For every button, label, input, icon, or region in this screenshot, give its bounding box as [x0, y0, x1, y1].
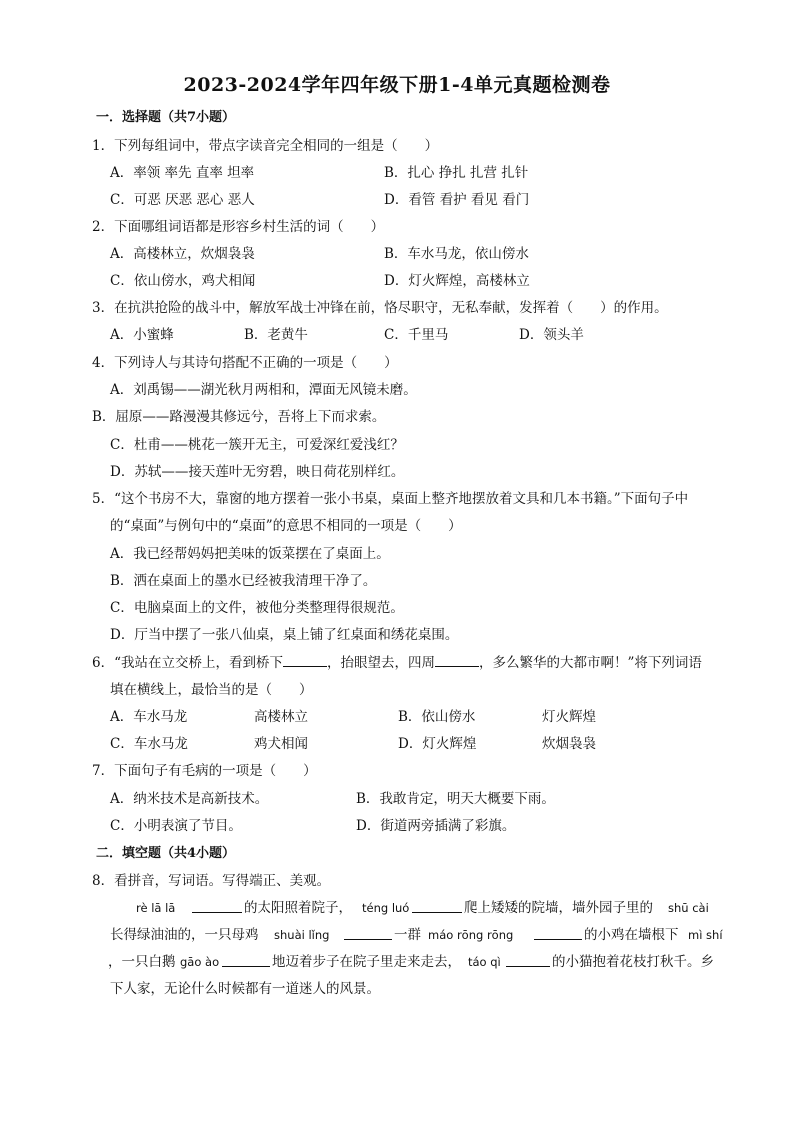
question-6-option-c-1: C．车水马龙	[110, 736, 188, 752]
passage-text: ，一只白鹅	[108, 954, 176, 970]
question-4-stem: 4．下列诗人与其诗句搭配不正确的一项是（ ）	[92, 355, 398, 371]
question-6-option-d-1: D．灯火辉煌	[398, 736, 477, 752]
answer-blank[interactable]	[344, 926, 392, 940]
question-1-stem: 1．下列每组词中，带点字读音完全相同的一组是（ ）	[92, 138, 439, 154]
passage-text: 的小鸡在墙根下	[584, 927, 679, 943]
question-6-option-b-1: B．依山傍水	[398, 709, 476, 725]
pinyin-hint: téng luó	[362, 901, 410, 915]
question-7-option-d: D．街道两旁插满了彩旗。	[356, 818, 516, 834]
pinyin-hint: shuài lǐng	[274, 928, 330, 942]
question-5-option-b: B．洒在桌面上的墨水已经被我清理干净了。	[110, 573, 377, 589]
answer-blank[interactable]	[192, 899, 242, 913]
question-6-option-a-1: A．车水马龙	[110, 709, 188, 725]
question-3-option-a: A．小蜜蜂	[110, 327, 174, 343]
passage-text: 长得绿油油的，一只母鸡	[110, 927, 259, 943]
pinyin-hint: táo qì	[468, 955, 501, 969]
question-6-stem-part-3: ，多么繁华的大都市啊！”将下列词语	[479, 655, 702, 671]
question-7-stem: 7．下面句子有毛病的一项是（ ）	[92, 763, 317, 779]
question-4-option-c: C．杜甫——桃花一簇开无主，可爱深红爱浅红？	[110, 437, 404, 453]
question-4-option-b: B．屈原——路漫漫其修远兮，吾将上下而求索。	[92, 409, 386, 425]
pinyin-hint: máo rōng rōng	[428, 928, 514, 942]
pinyin-hint: gāo ào	[180, 955, 220, 969]
question-1-option-a: A．率领 率先 直率 坦率	[110, 165, 255, 181]
question-3-option-b: B．老黄牛	[244, 327, 308, 343]
question-8-line-4: 下人家，无论什么时候都有一道迷人的风景。	[110, 981, 380, 997]
question-7-option-c: C．小明表演了节目。	[110, 818, 242, 834]
passage-text: 的太阳照着院子，	[244, 900, 352, 916]
answer-blank[interactable]	[412, 899, 462, 913]
question-2-stem: 2．下面哪组词语都是形容乡村生活的词（ ）	[92, 219, 385, 235]
answer-blank[interactable]	[222, 953, 270, 967]
question-3-option-d: D．领头羊	[519, 327, 584, 343]
question-5-option-c: C．电脑桌面上的文件，被他分类整理得很规范。	[110, 600, 404, 616]
question-5-option-a: A．我已经帮妈妈把美味的饭菜摆在了桌面上。	[110, 546, 390, 562]
question-1-option-d: D．看管 看护 看见 看门	[384, 192, 530, 208]
question-2-option-c: C．依山傍水，鸡犬相闻	[110, 273, 256, 289]
question-2-option-a: A．高楼林立，炊烟袅袅	[110, 246, 255, 262]
answer-blank[interactable]	[534, 926, 582, 940]
question-6-stem-line-1	[92, 653, 702, 672]
passage-text: 的小猫抱着花枝打秋千。乡	[552, 954, 714, 970]
question-6-option-c-2: 鸡犬相闻	[254, 736, 308, 752]
question-1-option-b: B．扎心 挣扎 扎营 扎针	[384, 165, 529, 181]
pinyin-hint: shū cài	[668, 901, 709, 915]
question-6-option-d-2: 炊烟袅袅	[542, 736, 596, 752]
question-6-option-b-2: 灯火辉煌	[542, 709, 596, 725]
question-5-option-d: D．厅当中摆了一张八仙桌，桌上铺了红桌面和绣花桌围。	[110, 627, 459, 643]
question-1-option-c: C．可恶 厌恶 恶心 恶人	[110, 192, 255, 208]
pinyin-hint: mì shí	[688, 928, 723, 942]
question-7-option-b: B．我敢肯定，明天大概要下雨。	[356, 791, 555, 807]
question-5-stem-line-1: 5．“这个书房不大，靠窗的地方摆着一张小书桌，桌面上整齐地摆放着文具和几本书籍。”下面句子中	[92, 491, 689, 507]
question-3-option-c: C．千里马	[384, 327, 449, 343]
question-4-option-a: A．刘禹锡——湖光秋月两相和，潭面无风镜未磨。	[110, 382, 417, 398]
passage-text: 地迈着步子在院子里走来走去，	[272, 954, 461, 970]
question-4-option-d: D．苏轼——接天莲叶无穷碧，映日荷花别样红。	[110, 464, 405, 480]
answer-blank[interactable]	[506, 953, 550, 967]
question-2-option-b: B．车水马龙，依山傍水	[384, 246, 529, 262]
answer-blank[interactable]	[435, 653, 479, 667]
answer-blank[interactable]	[283, 653, 327, 667]
section-heading-choice: 一．选择题（共7小题）	[96, 110, 236, 125]
question-6-stem-part-2: ，抬眼望去，四周	[327, 655, 435, 671]
question-6-stem-line-2: 填在横线上，最恰当的是（ ）	[110, 682, 313, 698]
section-heading-fill: 二．填空题（共4小题）	[96, 846, 236, 861]
question-3-stem: 3．在抗洪抢险的战斗中，解放军战士冲锋在前，恪尽职守，无私奉献，发挥着（ ）的作用。	[92, 300, 668, 316]
question-8-stem: 8．看拼音，写词语。写得端正、美观。	[92, 873, 331, 889]
passage-text: 爬上矮矮的院墙，墙外园子里的	[464, 900, 653, 916]
question-6-stem-part-1: 6．“我站在立交桥上，看到桥下	[92, 655, 283, 671]
question-7-option-a: A．纳米技术是高新技术。	[110, 791, 269, 807]
pinyin-hint: rè lā lā	[136, 901, 176, 915]
question-5-stem-line-2: 的“桌面”与例句中的“桌面”的意思不相同的一项是（ ）	[110, 518, 462, 534]
question-6-option-a-2: 高楼林立	[254, 709, 308, 725]
passage-text: 一群	[394, 927, 421, 943]
question-2-option-d: D．灯火辉煌，高楼林立	[384, 273, 530, 289]
page-title: 2023-2024学年四年级下册1-4单元真题检测卷	[183, 74, 611, 96]
